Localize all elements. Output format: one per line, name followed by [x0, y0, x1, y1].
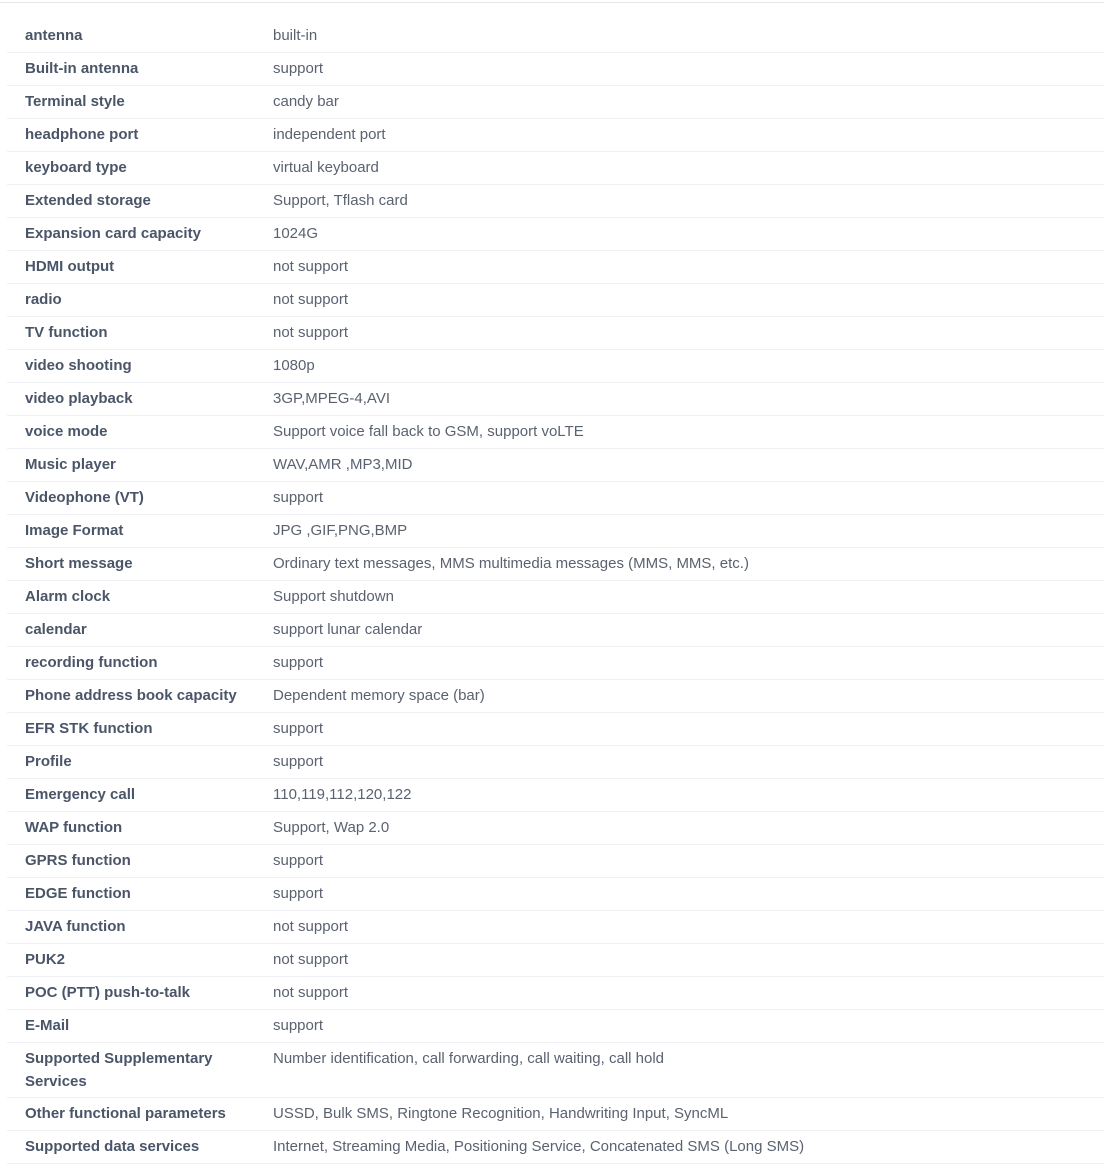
spec-value: support	[273, 745, 1104, 778]
spec-value: candy bar	[273, 85, 1104, 118]
spec-value: 3GP,MPEG-4,AVI	[273, 382, 1104, 415]
table-row	[7, 1042, 1104, 1097]
spec-label: radio	[7, 283, 273, 316]
spec-label: voice mode	[7, 415, 273, 448]
spec-table-body	[7, 19, 1104, 1163]
spec-value: virtual keyboard	[273, 151, 1104, 184]
table-row	[7, 745, 1104, 778]
spec-value: not support	[273, 943, 1104, 976]
table-row	[7, 976, 1104, 1009]
table-row	[7, 151, 1104, 184]
spec-label: POC (PTT) push-to-talk	[7, 976, 273, 1009]
spec-label: Built-in antenna	[7, 52, 273, 85]
spec-label: recording function	[7, 646, 273, 679]
spec-label: video shooting	[7, 349, 273, 382]
spec-label: Expansion card capacity	[7, 217, 273, 250]
spec-label: Image Format	[7, 514, 273, 547]
table-row	[7, 52, 1104, 85]
spec-table	[7, 19, 1104, 1164]
table-row	[7, 316, 1104, 349]
table-row	[7, 1097, 1104, 1130]
spec-label: EDGE function	[7, 877, 273, 910]
spec-label: Music player	[7, 448, 273, 481]
spec-label: Extended storage	[7, 184, 273, 217]
spec-label: WAP function	[7, 811, 273, 844]
table-row	[7, 613, 1104, 646]
table-row	[7, 415, 1104, 448]
table-row	[7, 679, 1104, 712]
spec-label: Profile	[7, 745, 273, 778]
table-row	[7, 547, 1104, 580]
spec-label: Supported data services	[7, 1130, 273, 1163]
table-row	[7, 118, 1104, 151]
spec-value: support	[273, 712, 1104, 745]
table-row	[7, 19, 1104, 52]
spec-label: Phone address book capacity	[7, 679, 273, 712]
table-row	[7, 283, 1104, 316]
spec-label: PUK2	[7, 943, 273, 976]
spec-value: 110,119,112,120,122	[273, 778, 1104, 811]
spec-label: HDMI output	[7, 250, 273, 283]
spec-label: EFR STK function	[7, 712, 273, 745]
spec-value: Dependent memory space (bar)	[273, 679, 1104, 712]
spec-label: E-Mail	[7, 1009, 273, 1042]
table-row	[7, 481, 1104, 514]
spec-value: USSD, Bulk SMS, Ringtone Recognition, Handwriting Input, SyncML	[273, 1097, 1104, 1130]
spec-value: Number identification, call forwarding, call waiting, call hold	[273, 1042, 1104, 1097]
spec-label: Short message	[7, 547, 273, 580]
table-row	[7, 85, 1104, 118]
spec-label: keyboard type	[7, 151, 273, 184]
table-row	[7, 910, 1104, 943]
table-row	[7, 1009, 1104, 1042]
spec-value: support	[273, 52, 1104, 85]
spec-value: not support	[273, 316, 1104, 349]
table-row	[7, 514, 1104, 547]
table-row	[7, 844, 1104, 877]
spec-value: JPG ,GIF,PNG,BMP	[273, 514, 1104, 547]
top-divider	[0, 2, 1104, 3]
spec-label: GPRS function	[7, 844, 273, 877]
spec-value: Internet, Streaming Media, Positioning Service, Concatenated SMS (Long SMS)	[273, 1130, 1104, 1163]
spec-value: Support, Tflash card	[273, 184, 1104, 217]
spec-value: 1080p	[273, 349, 1104, 382]
table-row	[7, 250, 1104, 283]
spec-value: Support voice fall back to GSM, support voLTE	[273, 415, 1104, 448]
table-row	[7, 184, 1104, 217]
table-row	[7, 448, 1104, 481]
table-row	[7, 943, 1104, 976]
spec-label: calendar	[7, 613, 273, 646]
spec-value: WAV,AMR ,MP3,MID	[273, 448, 1104, 481]
spec-value: 1024G	[273, 217, 1104, 250]
spec-value: not support	[273, 250, 1104, 283]
spec-value: support	[273, 844, 1104, 877]
spec-value: independent port	[273, 118, 1104, 151]
spec-value: not support	[273, 976, 1104, 1009]
spec-label: Supported Supplementary Services	[7, 1042, 273, 1097]
spec-value: support	[273, 877, 1104, 910]
spec-label: headphone port	[7, 118, 273, 151]
table-row	[7, 382, 1104, 415]
spec-value: Support, Wap 2.0	[273, 811, 1104, 844]
spec-label: antenna	[7, 19, 273, 52]
table-row	[7, 646, 1104, 679]
spec-label: Videophone (VT)	[7, 481, 273, 514]
table-row	[7, 349, 1104, 382]
spec-label: Terminal style	[7, 85, 273, 118]
spec-value: support	[273, 1009, 1104, 1042]
spec-label: TV function	[7, 316, 273, 349]
table-row	[7, 712, 1104, 745]
table-row	[7, 778, 1104, 811]
table-row	[7, 811, 1104, 844]
spec-label: Emergency call	[7, 778, 273, 811]
spec-label: JAVA function	[7, 910, 273, 943]
table-row	[7, 217, 1104, 250]
spec-value: not support	[273, 283, 1104, 316]
spec-label: video playback	[7, 382, 273, 415]
spec-value: support lunar calendar	[273, 613, 1104, 646]
spec-value: Support shutdown	[273, 580, 1104, 613]
spec-value: built-in	[273, 19, 1104, 52]
spec-value: not support	[273, 910, 1104, 943]
spec-value: support	[273, 646, 1104, 679]
spec-label: Other functional parameters	[7, 1097, 273, 1130]
table-row	[7, 1130, 1104, 1163]
spec-value: Ordinary text messages, MMS multimedia messages (MMS, MMS, etc.)	[273, 547, 1104, 580]
spec-label: Alarm clock	[7, 580, 273, 613]
table-row	[7, 877, 1104, 910]
table-row	[7, 580, 1104, 613]
spec-value: support	[273, 481, 1104, 514]
